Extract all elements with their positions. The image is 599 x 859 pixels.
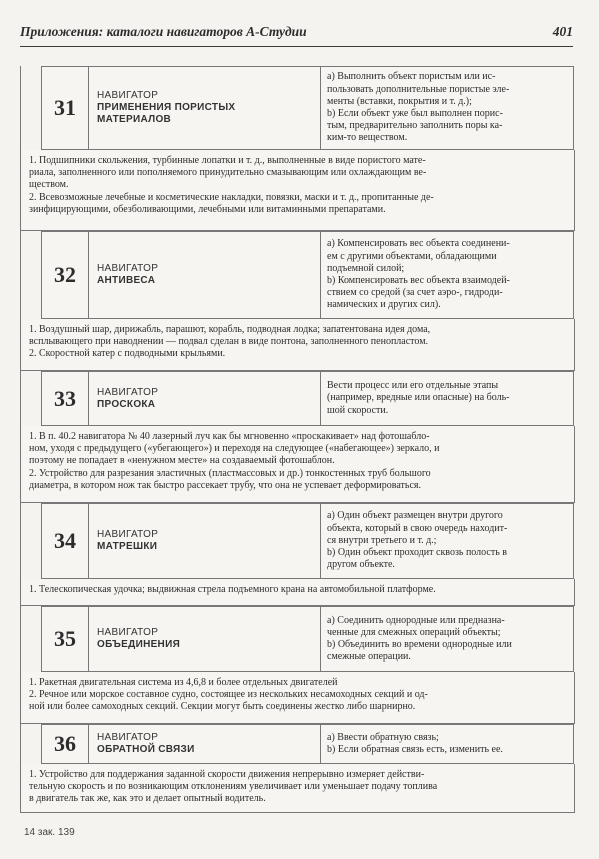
- example-line: 2. Устройство для разрезания эластичных (пластмассовых и др.) тонкостенных труб большого: [29, 467, 431, 479]
- navigator-name-line: ОБЪЕДИНЕНИЯ: [97, 639, 181, 650]
- navigator-32-header: [41, 231, 574, 319]
- navigator-31-header: [41, 66, 574, 150]
- navigator-31-examples: [20, 150, 575, 231]
- navigator-label: НАВИГАТОР: [97, 263, 159, 274]
- navigator-32-examples: [20, 319, 575, 371]
- navigator-description: [321, 67, 573, 149]
- description-line: а) Выполнить объект пористым или ис-: [327, 71, 496, 83]
- example-line: ном, уходя с предыдущего («убегающего») и переходя на следующее («набегающее») зеркало, и: [29, 443, 440, 455]
- description-line: b) Компенсировать вес объекта взаимодей-: [327, 275, 510, 286]
- printer-signature: 14 зак. 139: [24, 827, 75, 838]
- navigator-description: [321, 232, 573, 318]
- example-line: диаметра, в котором нож так быстро рассекает трубу, что она не успевает деформироваться.: [29, 479, 422, 491]
- navigator-number: 35: [42, 607, 89, 671]
- example-line: риала, заполненного или пополняемого принудительно смазывающим или охлаждающим ве-: [29, 167, 427, 179]
- description-line: Вести процесс или его отдельные этапы: [327, 380, 499, 392]
- example-line: ществом.: [29, 179, 69, 191]
- navigator-name-line: ПРОСКОКА: [97, 398, 156, 410]
- navigator-number: 34: [42, 504, 89, 578]
- navigator-name-line: ОБРАТНОЙ СВЯЗИ: [97, 744, 195, 755]
- navigator-35-header: [41, 606, 574, 672]
- description-line: другом объекте.: [327, 559, 395, 571]
- navigator-34-header: [41, 503, 574, 579]
- description-line: b) Один объект проходит сквозь полость в: [327, 547, 508, 559]
- navigator-title: [89, 372, 321, 425]
- description-line: а) Соединить однородные или предназна-: [327, 614, 505, 626]
- example-line: тельную скорость и по возникающим отклонениям увеличивает или уменьшает подачу топлива: [29, 781, 438, 793]
- example-line: 1. Воздушный шар, дирижабль, парашют, корабль, подводная лодка; запатентована идея дома,: [29, 324, 431, 335]
- navigator-title: [89, 504, 321, 578]
- example-line: ной или более самоходных секций. Секции могут быть соединены жестко либо шарнирно.: [29, 701, 416, 713]
- description-line: ченные для смежных операций объекты;: [327, 626, 501, 638]
- description-line: подъемной силой;: [327, 262, 405, 274]
- navigator-title: [89, 67, 321, 149]
- example-line: зинфицирующими, обезболивающими, лечебными или витаминными препаратами.: [29, 203, 386, 215]
- navigator-title: [89, 725, 321, 763]
- navigator-name-line: АНТИВЕСА: [97, 275, 156, 286]
- navigator-33-header: [41, 371, 574, 426]
- description-line: (например, вредные или опасные) на боль-: [327, 392, 510, 404]
- navigator-description: [321, 372, 573, 425]
- navigator-title: [89, 607, 321, 671]
- navigator-description: [321, 725, 573, 763]
- description-line: объекта, который в свою очередь находит-: [327, 522, 508, 534]
- navigator-name-line: ПРИМЕНЕНИЯ ПОРИСТЫХ: [97, 102, 236, 113]
- example-line: 2. Скоростной катер с подводными крыльями.: [29, 348, 226, 360]
- navigator-name-line: МАТЕРИАЛОВ: [97, 114, 172, 125]
- description-line: ем с другими объектами, обладающими: [327, 250, 497, 262]
- description-line: а) Компенсировать вес объекта соединени-: [327, 238, 510, 250]
- navigator-label: НАВИГАТОР: [97, 732, 159, 743]
- description-line: ствием со средой (за счет аэро-, гидроди-: [327, 287, 503, 299]
- navigator-number: 31: [42, 67, 89, 149]
- running-head-title: Приложения: каталоги навигаторов А-Студии: [20, 24, 307, 39]
- navigator-label: НАВИГАТОР: [97, 627, 159, 638]
- example-line: 2. Речное или морское составное судно, состоящее из нескольких несамоходных секций и од-: [29, 689, 428, 701]
- description-line: а) Ввести обратную связь;: [327, 731, 439, 743]
- description-line: тым, предварительно заполнить поры ка-: [327, 120, 503, 132]
- example-line: 1. Ракетная двигательная система из 4,6,8 и более отдельных двигателей: [29, 677, 338, 688]
- navigator-label: НАВИГАТОР: [97, 529, 159, 540]
- navigator-36-examples: [20, 764, 575, 813]
- description-line: ким-то веществом.: [327, 132, 408, 144]
- navigator-name-line: МАТРЕШКИ: [97, 541, 158, 552]
- navigator-34-examples: [20, 579, 575, 606]
- description-line: смежные операции.: [327, 651, 411, 663]
- example-line: всплывающего при наводнении — подвал сделан в виде понтона, заполненного пенопластом.: [29, 336, 429, 348]
- description-line: менты (вставки, покрытия и т. д.);: [327, 95, 472, 107]
- navigator-number: 36: [42, 725, 89, 763]
- description-line: шой скорости.: [327, 404, 389, 416]
- example-line: 2. Всевозможные лечебные и косметические накладки, повязки, маски и т. д., пропитанные де-: [29, 191, 434, 203]
- description-line: пользовать дополнительные пористые эле-: [327, 83, 510, 95]
- description-line: намических и других сил).: [327, 299, 441, 311]
- navigator-36-header: [41, 724, 574, 764]
- description-line: b) Если объект уже был выполнен порис-: [327, 108, 503, 119]
- navigator-label: НАВИГАТОР: [97, 90, 159, 101]
- navigator-number: 32: [42, 232, 89, 318]
- example-line: 1. Подшипники скольжения, турбинные лопатки и т. д., выполненные в виде пористого мате-: [29, 155, 426, 166]
- navigator-description: [321, 607, 573, 671]
- navigator-label: НАВИГАТОР: [97, 386, 159, 398]
- navigator-description: [321, 504, 573, 578]
- example-line: поэтому не попадает в «ненужном месте» на создаваемый фотошаблон.: [29, 455, 335, 467]
- example-line: 1. Телескопическая удочка; выдвижная стрела подъемного крана на автомобильной платформе.: [29, 584, 436, 595]
- description-line: ся внутри третьего и т. д.;: [327, 534, 437, 546]
- running-head: [20, 24, 573, 47]
- example-line: 1. В п. 40.2 навигатора № 40 лазерный луч как бы мгновенно «проскакивает» над фотошабло-: [29, 431, 430, 442]
- description-line: b) Если обратная связь есть, изменить ее.: [327, 744, 503, 755]
- navigator-title: [89, 232, 321, 318]
- navigator-number: 33: [42, 372, 89, 425]
- example-line: 1. Устройство для поддержания заданной скорости движения непрерывно измеряет действи-: [29, 769, 425, 780]
- example-line: в двигатель так же, как это и делает опытный водитель.: [29, 793, 266, 805]
- navigator-35-examples: [20, 672, 575, 724]
- navigator-33-examples: [20, 426, 575, 503]
- description-line: b) Объединить во времени однородные или: [327, 639, 512, 650]
- page-number: 401: [552, 24, 573, 39]
- description-line: а) Один объект размещен внутри другого: [327, 510, 503, 522]
